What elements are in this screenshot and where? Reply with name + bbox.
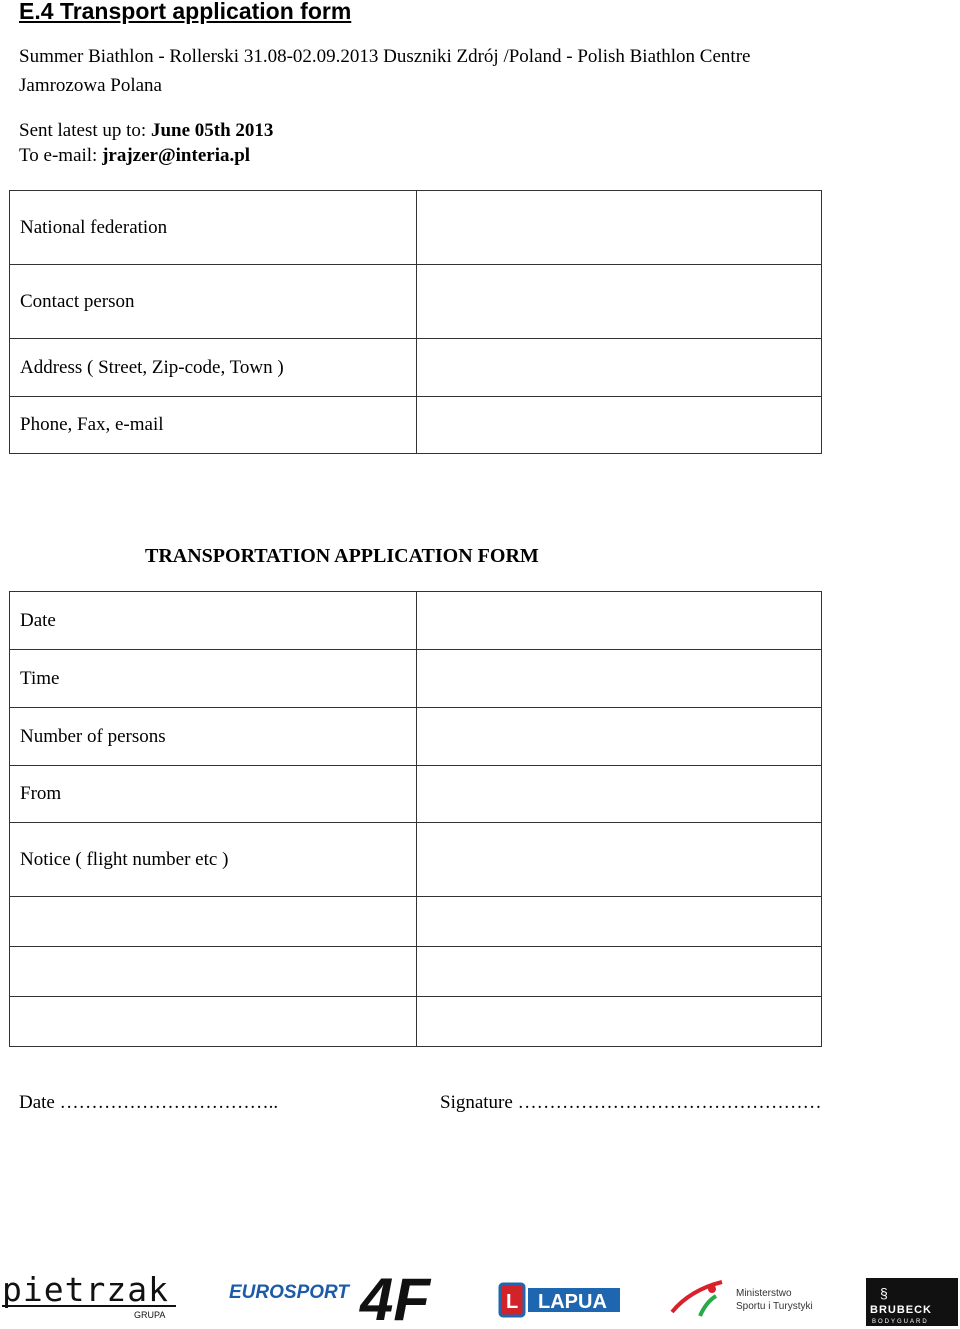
form-heading: E.4 Transport application form xyxy=(19,0,352,24)
pietrzak-sub-text: GRUPA xyxy=(134,1310,166,1320)
table-row xyxy=(10,766,822,823)
email-line xyxy=(19,145,250,167)
brubeck-logo xyxy=(866,1278,958,1326)
eurosport-text: EUROSPORT xyxy=(229,1282,350,1303)
phone-fax-email-field[interactable] xyxy=(417,397,822,454)
table-row xyxy=(10,397,822,454)
row-label: From xyxy=(10,766,417,823)
contact-person-field[interactable] xyxy=(417,265,822,339)
email-value[interactable]: jrajzer@interia.pl xyxy=(102,145,251,166)
ministry-logo xyxy=(672,1282,813,1316)
table-row xyxy=(10,947,822,997)
sponsor-logos xyxy=(0,1262,960,1329)
blank-cell[interactable] xyxy=(417,897,822,947)
row-label: Notice ( flight number etc ) xyxy=(10,823,417,897)
contact-table xyxy=(9,190,822,454)
table-row xyxy=(10,339,822,397)
from-field[interactable] xyxy=(417,766,822,823)
blank-cell[interactable] xyxy=(10,997,417,1047)
deadline-value: June 05th 2013 xyxy=(150,120,274,141)
transport-table xyxy=(9,591,822,1047)
date-signature-line[interactable]: Date …………………………….. xyxy=(19,1092,279,1113)
table-row xyxy=(10,823,822,897)
row-label: Number of persons xyxy=(10,708,417,766)
event-line-2: Jamrozowa Polana xyxy=(19,75,162,96)
notice-field[interactable] xyxy=(417,823,822,897)
eurosport-logo xyxy=(229,1282,350,1303)
deadline-line xyxy=(19,120,273,142)
address-field[interactable] xyxy=(417,339,822,397)
table-row xyxy=(10,708,822,766)
row-label: Phone, Fax, e-mail xyxy=(10,397,417,454)
ministry-line-1: Ministerstwo xyxy=(736,1288,792,1299)
signature-line[interactable]: Signature ………………………………………… xyxy=(440,1092,822,1113)
national-federation-field[interactable] xyxy=(417,191,822,265)
blank-cell[interactable] xyxy=(10,897,417,947)
row-label: Date xyxy=(10,592,417,650)
lapua-letter: L xyxy=(506,1291,519,1313)
row-label: Address ( Street, Zip-code, Town ) xyxy=(10,339,417,397)
4f-text: 4F xyxy=(360,1266,431,1329)
4f-logo xyxy=(359,1266,431,1329)
table-row xyxy=(10,897,822,947)
table-row xyxy=(10,997,822,1047)
ministry-line-2: Sportu i Turystyki xyxy=(736,1301,813,1312)
lapua-logo xyxy=(500,1284,620,1316)
table-row xyxy=(10,191,822,265)
deadline-prefix: Sent latest up to: xyxy=(19,120,151,141)
table-row xyxy=(10,265,822,339)
table-row xyxy=(10,650,822,708)
time-field[interactable] xyxy=(417,650,822,708)
row-label: National federation xyxy=(10,191,417,265)
blank-cell[interactable] xyxy=(417,997,822,1047)
number-of-persons-field[interactable] xyxy=(417,708,822,766)
pietrzak-text: pietrzak xyxy=(2,1270,169,1309)
table-row xyxy=(10,592,822,650)
date-field[interactable] xyxy=(417,592,822,650)
blank-cell[interactable] xyxy=(10,947,417,997)
brubeck-sub-text: BODYGUARD xyxy=(872,1319,929,1325)
brubeck-emblem-icon: § xyxy=(880,1285,888,1301)
event-line-1: Summer Biathlon - Rollerski 31.08-02.09.2013 Duszniki Zdrój /Poland - Polish Biathlon Centre xyxy=(19,46,751,67)
lapua-text: LAPUA xyxy=(538,1291,607,1313)
blank-cell[interactable] xyxy=(417,947,822,997)
row-label: Time xyxy=(10,650,417,708)
pietrzak-logo xyxy=(2,1270,176,1320)
brubeck-text: BRUBECK xyxy=(870,1304,932,1316)
email-prefix: To e-mail: xyxy=(19,145,103,166)
section-title: TRANSPORTATION APPLICATION FORM xyxy=(145,545,539,567)
row-label: Contact person xyxy=(10,265,417,339)
